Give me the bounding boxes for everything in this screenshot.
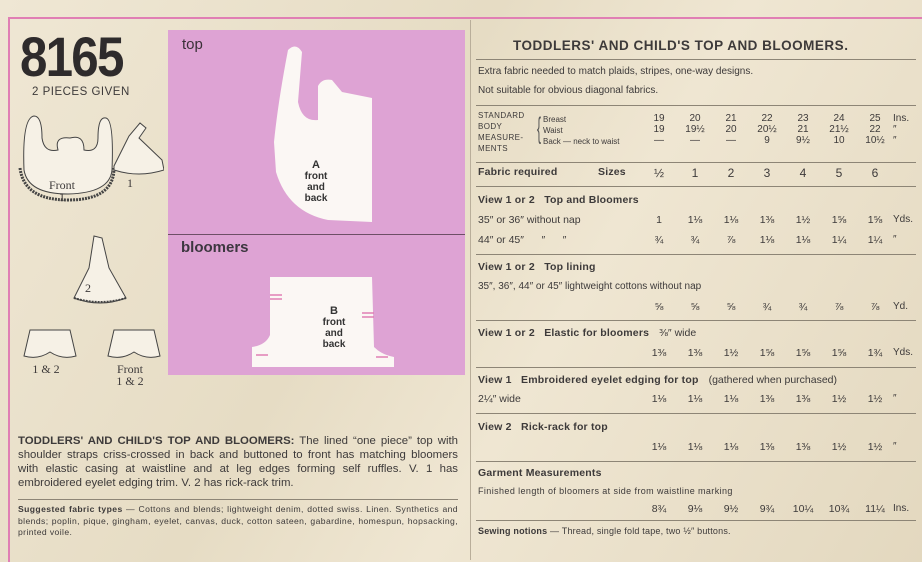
unit-label: ″	[893, 393, 897, 404]
section-subheading: 35″, 36″, 44″ or 45″ lightweight cottons without nap	[478, 281, 702, 292]
value-cell: —	[726, 135, 736, 146]
value-cell: 9⅛	[687, 503, 703, 515]
caption-view-2: 2	[85, 281, 91, 295]
value-cell: 1⅝	[759, 347, 775, 359]
value-cell: 20	[689, 113, 701, 124]
value-row	[641, 214, 893, 226]
panel-divider	[168, 234, 465, 235]
caption-bloomers-front: Front	[116, 362, 143, 376]
size-header: 1	[691, 166, 699, 180]
size-header: 5	[835, 166, 843, 180]
section-heading: View 1 Embroidered eyelet edging for top	[478, 374, 699, 386]
section-heading: Garment Measurements	[478, 467, 602, 479]
fabric-types-label: Suggested fabric types	[18, 504, 123, 514]
value-cell: 1⅛	[651, 393, 667, 405]
line-label: 2¼″ wide	[478, 393, 521, 405]
section-heading-extra: ⅜″ wide	[659, 327, 697, 339]
value-cell: 1⅛	[723, 393, 739, 405]
label-line: MEASURE-	[478, 133, 524, 142]
value-cell: ¾	[654, 234, 664, 246]
value-cell: 9	[764, 135, 770, 146]
line-label: 44″ or 45″ ″ ″	[478, 234, 567, 246]
divider	[476, 520, 916, 521]
caption-front-view: 1	[59, 190, 65, 204]
piece-a-letter: A	[312, 159, 320, 171]
fabric-types-text: — Cottons and blends; lightweight denim, dotted swiss. Linen. Synthetics and blends; poplin, pique, gingham, eyelet, canvas, duck, cotton sateen, gabardine, homespun, hopsacking, printed voile.	[18, 504, 458, 537]
value-row	[641, 347, 893, 359]
note-extra-fabric: Extra fabric needed to match plaids, stripes, one-way designs.	[478, 66, 754, 77]
unit-label: ″	[893, 234, 897, 245]
value-cell: 1½	[723, 347, 739, 359]
divider	[476, 59, 916, 60]
caption-bloomers-front-views: 1 & 2	[116, 374, 144, 388]
piece-b-line1: front	[322, 317, 346, 328]
piece-a-line3: back	[304, 193, 328, 204]
divider	[476, 186, 916, 187]
section-heading-extra: (gathered when purchased)	[708, 374, 838, 386]
value-cell: 19½	[685, 124, 705, 135]
section-heading-row	[478, 261, 596, 273]
value-row	[641, 124, 893, 135]
value-cell: 1¼	[867, 234, 883, 246]
section-heading-row	[478, 194, 639, 206]
label-line: BODY	[478, 122, 503, 131]
value-cell: 22	[761, 113, 773, 124]
value-cell: 1⅛	[759, 234, 775, 246]
value-cell: 21	[797, 124, 809, 135]
value-cell: 9¾	[759, 503, 775, 515]
value-cell: 1½	[795, 214, 811, 226]
size-header: 4	[799, 166, 807, 180]
divider	[476, 162, 916, 163]
value-cell: 1⅛	[723, 214, 739, 226]
unit-label: ″	[893, 124, 897, 135]
value-cell: 1⅝	[795, 347, 811, 359]
sizes-label: Sizes	[598, 166, 626, 178]
top-label: top	[182, 36, 203, 53]
value-row	[641, 135, 893, 146]
value-cell: 20	[725, 124, 737, 135]
value-row	[641, 503, 893, 515]
section-heading-row	[478, 467, 602, 479]
unit-label: Yds.	[893, 347, 914, 358]
bloomers-label: bloomers	[181, 239, 249, 256]
value-cell: 9½	[723, 503, 739, 515]
piece-b-line2: and	[325, 328, 343, 339]
value-cell: 1⅝	[867, 214, 883, 226]
piece-b-line3: back	[322, 339, 346, 350]
value-cell: 1⅛	[723, 441, 739, 453]
value-cell: ¾	[798, 301, 808, 313]
value-cell: 1½	[831, 441, 847, 453]
value-cell: 1⅜	[795, 393, 811, 405]
value-cell: 1⅜	[795, 441, 811, 453]
body-measurements-label	[478, 110, 525, 154]
divider	[476, 413, 916, 414]
value-cell: 24	[833, 113, 845, 124]
value-cell: 1⅛	[687, 393, 703, 405]
value-cell: 21½	[829, 124, 849, 135]
pink-border-left	[8, 17, 10, 562]
value-cell: 1⅝	[831, 214, 847, 226]
brace: {	[537, 112, 542, 145]
value-row	[641, 441, 893, 453]
section-heading-row	[478, 374, 837, 386]
value-cell: ⅞	[870, 301, 880, 313]
value-cell: 1¼	[831, 234, 847, 246]
value-cell: 8¾	[651, 503, 667, 515]
divider	[476, 367, 916, 368]
pattern-number: 8165	[20, 25, 123, 88]
unit-label: ″	[893, 135, 897, 146]
value-cell: 1⅛	[651, 441, 667, 453]
caption-bloomers: 1 & 2	[32, 362, 60, 376]
unit-label: ″	[893, 441, 897, 452]
value-cell: 25	[869, 113, 881, 124]
value-cell: 1¾	[867, 347, 883, 359]
value-cell: 1⅜	[651, 347, 667, 359]
value-cell: 1½	[867, 393, 883, 405]
value-cell: 10¾	[828, 503, 850, 515]
piece-a-label	[296, 160, 336, 204]
section-subheading: Finished length of bloomers at side from waistline marking	[478, 486, 733, 496]
piece-a-line2: and	[307, 182, 325, 193]
bloomers-sketch	[24, 330, 76, 357]
piece-b-letter: B	[330, 305, 338, 317]
value-cell: 10¼	[792, 503, 814, 515]
size-header: 2	[727, 166, 735, 180]
waist-label: Waist	[543, 126, 563, 135]
notions-text: — Thread, single fold tape, two ½″ buttons.	[547, 526, 731, 536]
description-divider	[18, 499, 458, 500]
value-cell: ¾	[690, 234, 700, 246]
note-not-suitable: Not suitable for obvious diagonal fabrics.	[478, 85, 659, 96]
back-label: Back — neck to waist	[543, 137, 620, 146]
size-header: 6	[871, 166, 879, 180]
value-cell: 21	[725, 113, 737, 124]
notions-label: Sewing notions	[478, 526, 548, 536]
value-cell: 9½	[796, 135, 810, 146]
value-cell: ⅞	[834, 301, 844, 313]
line-label: 35″ or 36″ without nap	[478, 214, 581, 226]
value-cell: 10	[833, 135, 845, 146]
section-heading-row	[478, 327, 696, 339]
description-title: TODDLERS' AND CHILD'S TOP AND BLOOMERS:	[18, 435, 295, 447]
value-cell: 1⅛	[687, 214, 703, 226]
value-row	[641, 393, 893, 405]
body-row-labels	[543, 114, 619, 147]
value-row	[641, 113, 893, 124]
section-heading: View 1 or 2 Top and Bloomers	[478, 194, 639, 206]
value-cell: 19	[653, 113, 665, 124]
value-cell: 1⅝	[831, 347, 847, 359]
value-cell: 1⅛	[795, 234, 811, 246]
divider	[476, 254, 916, 255]
size-header: ½	[653, 166, 664, 180]
pink-border-top	[8, 17, 922, 19]
sizes-header	[641, 166, 893, 180]
fabric-required-label: Fabric required	[478, 166, 558, 178]
value-cell: 1⅛	[687, 441, 703, 453]
caption-front: Front	[48, 178, 75, 192]
section-heading: View 1 or 2 Elastic for bloomers	[478, 327, 650, 339]
breast-label: Breast	[543, 115, 567, 124]
value-cell: 19	[653, 124, 665, 135]
unit-label: Ins.	[893, 113, 910, 124]
section-heading: View 1 or 2 Top lining	[478, 261, 596, 273]
value-cell: 10½	[865, 135, 885, 146]
unit-label: Yds.	[893, 214, 914, 225]
section-heading-row	[478, 421, 608, 433]
divider	[476, 105, 916, 106]
chart-title: TODDLERS' AND CHILD'S TOP AND BLOOMERS.	[513, 38, 849, 53]
value-cell: ⅝	[654, 301, 664, 313]
value-cell: 1⅜	[759, 393, 775, 405]
caption-view-1: 1	[127, 176, 133, 190]
unit-label: Yd.	[893, 301, 909, 312]
view-1-sketch	[114, 123, 164, 174]
value-cell: 1½	[867, 441, 883, 453]
value-cell: 22	[869, 124, 881, 135]
piece-a-line1: front	[304, 171, 328, 182]
value-cell: 1⅜	[759, 214, 775, 226]
value-cell: ⅝	[690, 301, 700, 313]
value-cell: 1⅜	[759, 441, 775, 453]
bloomers-front-sketch	[108, 330, 160, 357]
value-cell: 11¼	[865, 503, 885, 515]
label-line: STANDARD	[478, 111, 525, 120]
value-cell: 20½	[757, 124, 777, 135]
value-cell: 1½	[831, 393, 847, 405]
unit-label: Ins.	[893, 503, 910, 514]
sewing-notions	[478, 526, 731, 536]
section-heading: View 2 Rick-rack for top	[478, 421, 608, 433]
value-cell: ¾	[762, 301, 772, 313]
label-line: MENTS	[478, 144, 508, 153]
size-header: 3	[763, 166, 771, 180]
column-divider	[470, 20, 471, 560]
value-cell: 1	[656, 214, 662, 226]
divider	[476, 461, 916, 462]
value-cell: —	[654, 135, 664, 146]
piece-b-label	[314, 306, 354, 350]
value-cell: ⅝	[726, 301, 736, 313]
divider	[476, 320, 916, 321]
description-text: The lined “one piece” top with shoulder straps criss-crossed in back and buttoned to front has matching bloomers with elastic casing at waistline and at leg edges forming self ruffles. V. 1 has embroidered eyelet edging trim. V. 2 has rick-rack trim.	[18, 435, 459, 489]
value-cell: ⅞	[726, 234, 736, 246]
suggested-fabrics	[18, 504, 458, 539]
pieces-given: 2 PIECES GIVEN	[32, 86, 130, 98]
pattern-description	[18, 434, 458, 490]
value-cell: 1⅜	[687, 347, 703, 359]
value-row	[641, 234, 893, 246]
value-row	[641, 301, 893, 313]
view-sketches	[14, 108, 164, 368]
value-cell: 23	[797, 113, 809, 124]
value-cell: —	[690, 135, 700, 146]
